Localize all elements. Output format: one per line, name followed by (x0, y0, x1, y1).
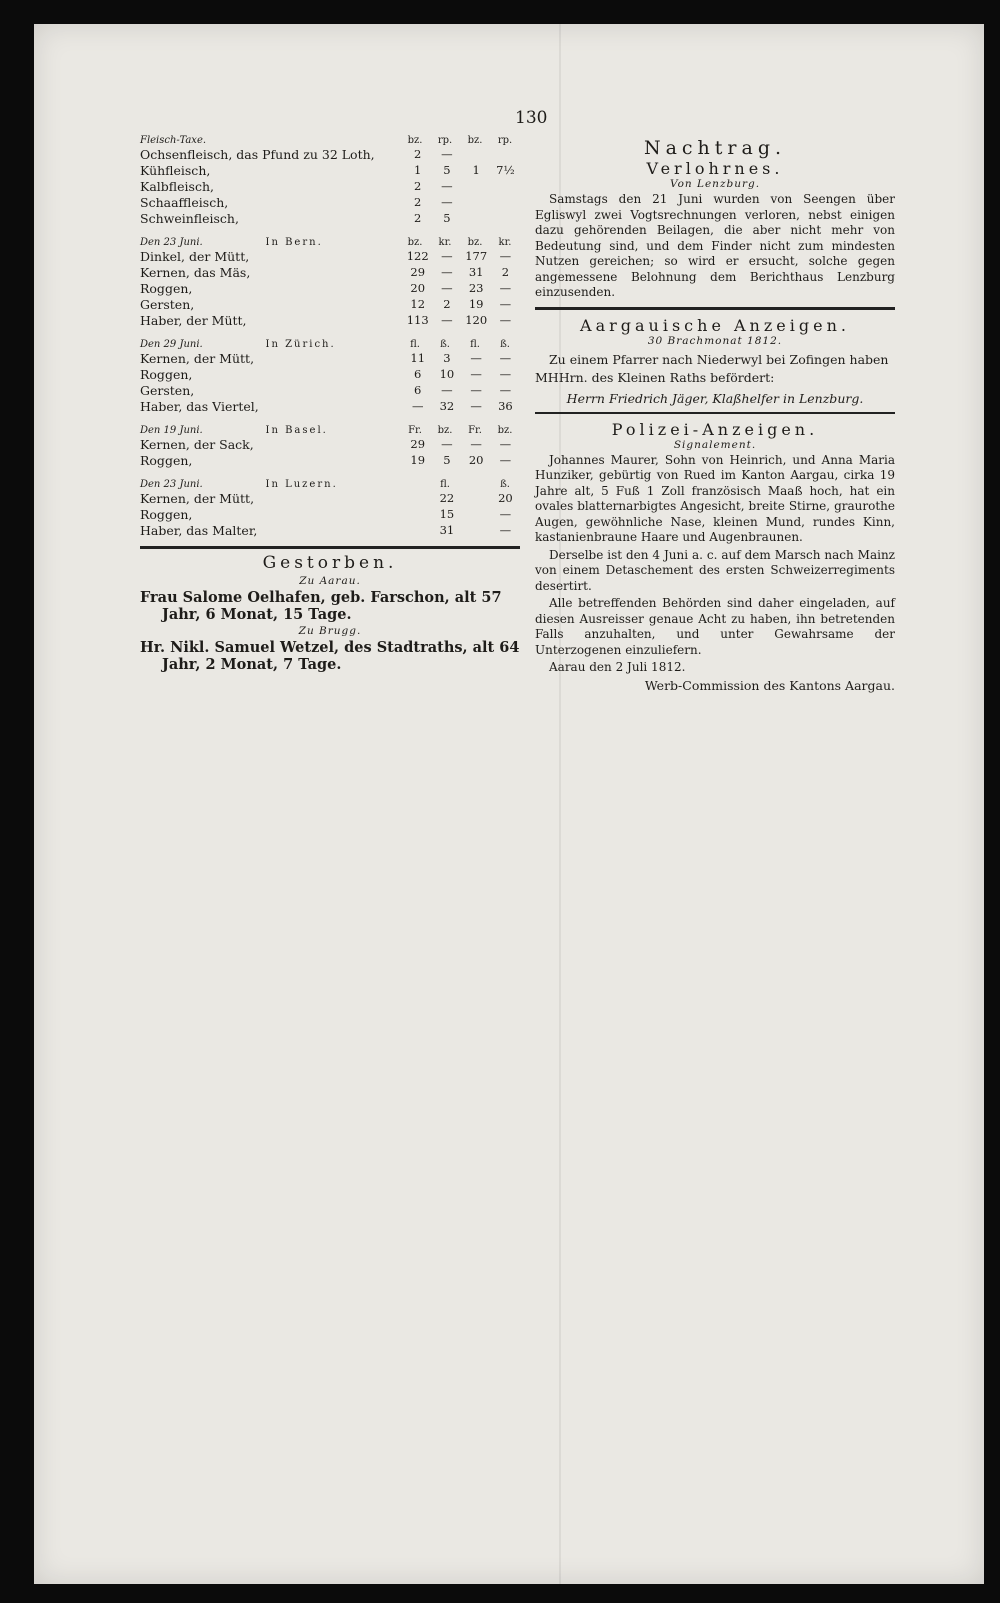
price-value: — (499, 507, 512, 521)
price-value: 5 (443, 163, 451, 177)
death-entry: Hr. Nikl. Samuel Wetzel, des Stadtraths, alt 64 Jahr, 2 Monat, 7 Tage. (140, 639, 520, 673)
price-row (140, 178, 520, 194)
price-section-header (140, 476, 520, 490)
commodity-name: Kühfleisch, (140, 162, 211, 178)
price-row (140, 146, 520, 162)
commodity-name: Kernen, der Sack, (140, 436, 254, 452)
commodity-name: Kernen, der Mütt, (140, 490, 255, 506)
unit-header: rp. (497, 135, 513, 146)
unit-header: bz. (407, 135, 423, 146)
price-row (140, 452, 520, 468)
unit-header: bz. (437, 425, 453, 436)
commodity-name: Roggen, (140, 280, 193, 296)
section-date: Den 23 Juni. (140, 237, 203, 248)
pfarrer-name: Herrn Friedrich Jäger, Klaßhelfer in Lenzburg. (566, 390, 864, 406)
left-column (140, 132, 520, 673)
unit-header: kr. (498, 237, 512, 248)
price-row (140, 506, 520, 522)
price-value: 6 (414, 367, 422, 381)
section-date: Den 19 Juni. (140, 425, 203, 436)
gestorben-place-aarau: Zu Aarau. (299, 575, 361, 587)
price-value: — (499, 249, 512, 263)
unit-headers (400, 135, 520, 146)
aargauische-heading: Aargauische Anzeigen. (580, 315, 850, 335)
nachtrag-heading: Nachtrag. (643, 137, 787, 159)
price-value: 31 (439, 523, 455, 537)
price-row (140, 350, 520, 366)
page-number: 130 (515, 108, 548, 128)
price-value: 19 (468, 297, 484, 311)
unit-header: ß. (440, 339, 450, 350)
commodity-name: Kalbfleisch, (140, 178, 214, 194)
price-section-header (140, 234, 520, 248)
verlohrnes-place: Von Lenzburg. (669, 178, 761, 190)
commodity-name: Gersten, (140, 382, 195, 398)
price-value: 20 (468, 453, 484, 467)
price-value: 177 (465, 249, 488, 263)
price-value: 31 (468, 265, 484, 279)
commodity-name: Schaaffleisch, (140, 194, 229, 210)
price-value: — (441, 249, 453, 263)
price-row (140, 248, 520, 264)
price-row (140, 382, 520, 398)
unit-headers (400, 339, 520, 350)
commodity-name: Roggen, (140, 452, 193, 468)
price-value: 1 (414, 163, 422, 177)
unit-header: kr. (438, 237, 452, 248)
price-value: — (499, 281, 512, 295)
price-value: — (499, 297, 512, 311)
price-value: — (499, 313, 512, 327)
price-value: 32 (439, 399, 455, 413)
unit-header: fl. (440, 479, 450, 490)
price-value: 29 (410, 265, 426, 279)
unit-header: Fr. (468, 425, 482, 436)
price-row (140, 398, 520, 414)
price-value: 1 (472, 163, 480, 177)
unit-header: fl. (470, 339, 480, 350)
price-value: — (499, 437, 512, 451)
price-value: — (441, 265, 453, 279)
price-value: — (441, 195, 453, 209)
price-row (140, 490, 520, 506)
unit-headers (400, 479, 520, 490)
unit-header (400, 479, 430, 490)
desertirt-text: Derselbe ist den 4 Juni a. c. auf dem Marsch nach Mainz von einem Detaschement des ersten Schweizerregiments desertirt. (535, 547, 895, 593)
price-value: 5 (443, 453, 451, 467)
price-value: 15 (439, 507, 455, 521)
death-entry: Frau Salome Oelhafen, geb. Farschon, alt 57 Jahr, 6 Monat, 15 Tage. (140, 589, 502, 623)
commodity-name: Roggen, (140, 366, 193, 382)
commodity-name: Gersten, (140, 296, 195, 312)
price-value: 3 (443, 351, 451, 365)
price-value: — (499, 453, 512, 467)
verlohrnes-text: Samstags den 21 Juni wurden von Seengen über Egliswyl zwei Vogtsrechnungen verloren, nebst einigen dazu gehörenden Beilagen, die aber nicht mehr von Bedeutung sind, und dem Finder nicht zum mindesten Nutzen gereichen; so wird er ersucht, solche gegen angemessene Belohnung dem Berichthaus Lenzburg einzusenden. (535, 192, 895, 299)
price-row (140, 366, 520, 382)
price-value: 122 (406, 249, 429, 263)
price-value: 2 (414, 147, 422, 161)
verlohrnes-heading: Verlohrnes. (646, 159, 784, 178)
unit-headers (400, 425, 520, 436)
price-value: — (441, 383, 453, 397)
price-value: 19 (410, 453, 426, 467)
signalement-text: Johannes Maurer, Sohn von Heinrich, und Anna Maria Hunziker, gebürtig von Rued im Kanton Aargau, cirka 19 Jahre alt, 5 Fuß 1 Zoll französisch Maaß hoch, hat ein ovales blatternarbigtes Angesicht, breite Stirne, graurothe Augen, gewöhnliche Nase, kleinen Mund, rundes Kinn, kastanienbraune Haare und Augenbraunen. (535, 452, 895, 544)
price-row (140, 296, 520, 312)
unit-header: bz. (497, 425, 513, 436)
price-value: 2 (501, 265, 510, 279)
price-value: — (441, 313, 453, 327)
price-value: 29 (410, 437, 426, 451)
signature: Werb-Commission des Kantons Aargau. (644, 677, 895, 693)
price-value: 12 (410, 297, 426, 311)
price-value: 2 (443, 297, 451, 311)
unit-header: bz. (467, 237, 483, 248)
section-date: Fleisch-Taxe. (140, 135, 207, 146)
price-value: — (441, 179, 453, 193)
price-value: — (499, 523, 512, 537)
price-row (140, 162, 520, 178)
commodity-name: Haber, das Malter, (140, 522, 258, 538)
price-value: — (441, 147, 453, 161)
price-value: 11 (410, 351, 426, 365)
commodity-name: Kernen, das Mäs, (140, 264, 251, 280)
commodity-name: Ochsenfleisch, das Pfund zu 32 Loth, (140, 146, 375, 162)
price-value: — (499, 351, 512, 365)
pfarrer-text: Zu einem Pfarrer nach Niederwyl bei Zofingen haben MHHrn. des Kleinen Raths befördert: (535, 351, 889, 385)
price-value: — (499, 367, 512, 381)
price-row (140, 312, 520, 328)
commodity-name: Haber, das Viertel, (140, 398, 259, 414)
price-value: 36 (498, 399, 513, 413)
price-value: — (499, 383, 512, 397)
gestorben-place-brugg: Zu Brugg. (298, 625, 362, 637)
section-place: In Luzern. (265, 479, 338, 490)
price-value: 120 (465, 313, 488, 327)
commodity-name: Roggen, (140, 506, 193, 522)
unit-header: bz. (407, 237, 423, 248)
price-value: — (441, 437, 453, 451)
section-place: In Zürich. (265, 339, 336, 350)
unit-header: Fr. (408, 425, 422, 436)
price-value: 6 (414, 383, 422, 397)
price-section-header (140, 336, 520, 350)
price-value: 7½ (496, 163, 515, 177)
price-tables (140, 132, 520, 538)
signalement-heading: Signalement. (673, 438, 757, 451)
price-section-header (140, 132, 520, 146)
unit-header: bz. (467, 135, 483, 146)
section-divider (140, 546, 520, 549)
price-value: 23 (468, 281, 484, 295)
commodity-name: Kernen, der Mütt, (140, 350, 255, 366)
section-divider (535, 307, 895, 310)
price-row (140, 264, 520, 280)
price-value: — (470, 383, 482, 397)
price-row (140, 436, 520, 452)
section-divider (535, 412, 895, 414)
unit-headers (400, 237, 520, 248)
price-row (140, 194, 520, 210)
price-value: 5 (443, 211, 451, 225)
section-date: Den 29 Juni. (140, 339, 203, 350)
commodity-name: Haber, der Mütt, (140, 312, 247, 328)
price-value: 113 (406, 313, 429, 327)
unit-header: ß. (500, 339, 510, 350)
price-value: — (441, 281, 453, 295)
price-row (140, 522, 520, 538)
price-row (140, 280, 520, 296)
section-place: In Basel. (265, 425, 328, 436)
section-date: Den 23 Juni. (140, 479, 203, 490)
price-value: — (470, 399, 482, 413)
price-value: — (470, 367, 482, 381)
price-section-header (140, 422, 520, 436)
commodity-name: Dinkel, der Mütt, (140, 248, 250, 264)
price-value: — (470, 437, 482, 451)
date-line: Aarau den 2 Juli 1812. (549, 660, 686, 674)
right-column (535, 135, 895, 695)
unit-header: fl. (410, 339, 420, 350)
price-value: 10 (439, 367, 455, 381)
behoerden-text: Alle betreffenden Behörden sind daher eingeladen, auf diesen Ausreisser genaue Acht zu haben, ihn betretenden Falls anzuhalten, und unter Gewahrsame der Unterzogenen einzuliefern. (535, 596, 895, 657)
price-value: 22 (439, 491, 455, 505)
unit-header: rp. (437, 135, 453, 146)
price-row (140, 210, 520, 226)
price-value: — (470, 351, 482, 365)
unit-header (460, 479, 490, 490)
aargauische-date: 30 Brachmonat 1812. (647, 334, 783, 347)
price-value: 20 (410, 281, 426, 295)
price-value: 2 (414, 179, 422, 193)
commodity-name: Schweinfleisch, (140, 210, 239, 226)
section-place: In Bern. (265, 237, 323, 248)
price-value: — (411, 399, 424, 413)
price-value: 20 (498, 491, 513, 505)
gestorben-heading: Gestorben. (262, 553, 398, 573)
polizei-heading: Polizei-Anzeigen. (611, 419, 819, 439)
price-value: 2 (414, 211, 422, 225)
unit-header: ß. (500, 479, 510, 490)
price-value: 2 (414, 195, 422, 209)
